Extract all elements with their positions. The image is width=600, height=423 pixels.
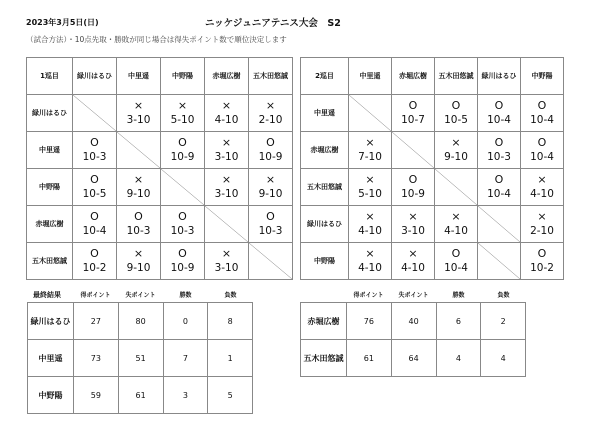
score: 4-10 <box>401 262 425 274</box>
match-cell <box>205 95 249 132</box>
score: 10-3 <box>258 225 283 237</box>
result-value: 6 <box>436 303 481 340</box>
row-player: 中里遥 <box>301 95 349 132</box>
match-cell <box>117 169 161 206</box>
round1-table <box>26 57 293 280</box>
match-cell <box>161 132 205 169</box>
match-cell <box>349 206 392 243</box>
results-column-header: 勝数 <box>179 292 192 299</box>
result-mark: × <box>133 247 144 260</box>
row-player: 緑川はるひ <box>27 95 73 132</box>
score: 10-3 <box>126 225 151 237</box>
column-player: 緑川はるひ <box>73 58 117 95</box>
result-value: 7 <box>163 340 208 377</box>
score: 4-10 <box>358 262 382 274</box>
match-cell <box>73 169 117 206</box>
match-cell <box>392 206 435 243</box>
match-cell <box>117 243 161 280</box>
match-cell <box>521 243 564 280</box>
match-cell <box>478 132 521 169</box>
match-cell <box>392 243 435 280</box>
result-mark: O <box>408 99 418 112</box>
result-mark: × <box>265 99 276 112</box>
table-row <box>27 132 293 169</box>
match-cell <box>117 206 161 243</box>
result-mark: O <box>494 99 504 112</box>
match-cell <box>478 95 521 132</box>
match-cell <box>117 95 161 132</box>
table-row <box>28 303 253 340</box>
match-cell <box>349 169 392 206</box>
result-mark: O <box>451 247 461 260</box>
result-mark: O <box>494 136 504 149</box>
result-value: 1 <box>208 340 253 377</box>
match-cell <box>249 95 293 132</box>
result-mark: × <box>451 210 461 223</box>
match-cell <box>521 132 564 169</box>
table-row <box>301 132 564 169</box>
diagonal-cell <box>478 206 521 243</box>
match-cell <box>521 206 564 243</box>
score: 9-10 <box>126 262 151 274</box>
result-value: 80 <box>118 303 163 340</box>
results-column-header: 負数 <box>224 292 237 299</box>
diagonal-cell <box>205 206 249 243</box>
row-player: 中野陽 <box>301 243 349 280</box>
results-label: 最終結果 <box>33 291 61 299</box>
score: 4-10 <box>214 114 239 126</box>
match-cell <box>349 132 392 169</box>
table-row <box>27 169 293 206</box>
column-player: 中里遥 <box>349 58 392 95</box>
table-row <box>28 340 253 377</box>
result-mark: O <box>90 247 99 260</box>
score: 10-4 <box>444 262 468 274</box>
result-value: 5 <box>208 377 253 414</box>
match-cell <box>249 169 293 206</box>
score: 4-10 <box>444 225 468 237</box>
result-value: 4 <box>481 340 526 377</box>
match-cell <box>205 243 249 280</box>
result-mark: × <box>221 99 232 112</box>
score: 10-3 <box>170 225 195 237</box>
result-mark: O <box>90 173 99 186</box>
column-player: 中野陽 <box>521 58 564 95</box>
column-player: 赤堀広樹 <box>392 58 435 95</box>
result-mark: × <box>451 136 461 149</box>
result-mark: × <box>365 136 375 149</box>
row-player: 赤堀広樹 <box>27 206 73 243</box>
result-mark: O <box>178 136 187 149</box>
result-mark: O <box>537 247 547 260</box>
column-player: 緑川はるひ <box>478 58 521 95</box>
match-cell <box>161 243 205 280</box>
result-mark: × <box>365 173 375 186</box>
score: 10-5 <box>444 114 468 126</box>
row-player: 五木田悠誠 <box>27 243 73 280</box>
diagonal-cell <box>161 169 205 206</box>
result-value: 51 <box>118 340 163 377</box>
round-label: 2巡目 <box>301 58 349 95</box>
result-value: 2 <box>481 303 526 340</box>
row-player: 五木田悠誠 <box>301 169 349 206</box>
row-player: 赤堀広樹 <box>301 132 349 169</box>
match-cell <box>435 243 478 280</box>
score: 2-10 <box>530 225 554 237</box>
column-player: 五木田悠誠 <box>435 58 478 95</box>
result-player: 中野陽 <box>28 377 74 414</box>
page-title: ニッケジュニアテニス大会 S2 <box>205 18 341 29</box>
score: 10-9 <box>170 151 195 163</box>
diagonal-cell <box>478 243 521 280</box>
score: 10-9 <box>170 262 195 274</box>
round2-table <box>300 57 564 280</box>
match-cell <box>392 169 435 206</box>
result-value: 76 <box>347 303 392 340</box>
score: 3-10 <box>214 151 239 163</box>
result-mark: × <box>265 173 276 186</box>
row-player: 中里遥 <box>27 132 73 169</box>
table-row <box>301 169 564 206</box>
column-player: 中野陽 <box>161 58 205 95</box>
result-value: 8 <box>208 303 253 340</box>
result-player: 五木田悠誠 <box>301 340 347 377</box>
result-mark: O <box>494 173 504 186</box>
result-mark: × <box>365 210 375 223</box>
result-mark: × <box>221 247 232 260</box>
score: 4-10 <box>530 188 554 200</box>
result-value: 3 <box>163 377 208 414</box>
column-player: 赤堀広樹 <box>205 58 249 95</box>
results-column-header: 得ポイント <box>80 292 111 299</box>
score: 10-7 <box>401 114 425 126</box>
score: 10-3 <box>82 151 107 163</box>
result-mark: O <box>178 247 187 260</box>
match-cell <box>435 95 478 132</box>
match-cell <box>249 132 293 169</box>
score: 10-5 <box>82 188 107 200</box>
result-value: 0 <box>163 303 208 340</box>
table-row <box>301 303 526 340</box>
round-label: 1巡目 <box>27 58 73 95</box>
diagonal-cell <box>392 132 435 169</box>
result-mark: O <box>178 210 187 223</box>
match-cell <box>73 206 117 243</box>
table-row <box>301 206 564 243</box>
match-cell <box>161 206 205 243</box>
score: 10-3 <box>487 151 511 163</box>
column-player: 五木田悠誠 <box>249 58 293 95</box>
result-mark: × <box>537 173 547 186</box>
result-value: 61 <box>118 377 163 414</box>
result-value: 61 <box>347 340 392 377</box>
match-cell <box>521 95 564 132</box>
row-player: 緑川はるひ <box>301 206 349 243</box>
table-row <box>301 243 564 280</box>
score: 10-4 <box>487 114 511 126</box>
table-row <box>27 206 293 243</box>
score: 3-10 <box>126 114 151 126</box>
result-mark: × <box>133 173 144 186</box>
score: 10-4 <box>530 114 554 126</box>
result-player: 赤堀広樹 <box>301 303 347 340</box>
score: 10-4 <box>530 151 554 163</box>
result-mark: O <box>408 173 418 186</box>
match-cell <box>349 243 392 280</box>
diagonal-cell <box>73 95 117 132</box>
score: 2-10 <box>258 114 283 126</box>
date: 2023年3月5日(日) <box>26 18 99 27</box>
score: 10-2 <box>530 262 554 274</box>
result-mark: × <box>408 247 418 260</box>
diagonal-cell <box>435 169 478 206</box>
table-row <box>301 95 564 132</box>
score: 3-10 <box>214 188 239 200</box>
score: 7-10 <box>358 151 382 163</box>
match-cell <box>161 95 205 132</box>
match-cell <box>435 132 478 169</box>
match-cell <box>392 95 435 132</box>
result-mark: O <box>537 136 547 149</box>
result-mark: O <box>451 99 461 112</box>
score: 10-4 <box>487 188 511 200</box>
result-mark: O <box>134 210 143 223</box>
result-mark: O <box>90 210 99 223</box>
result-value: 27 <box>74 303 119 340</box>
result-mark: × <box>365 247 375 260</box>
score: 9-10 <box>258 188 283 200</box>
match-cell <box>478 169 521 206</box>
score: 10-9 <box>401 188 425 200</box>
score: 10-9 <box>258 151 283 163</box>
match-method: （試合方法）・10点先取・勝敗が同じ場合は得失ポイント数で順位決定します <box>26 35 287 44</box>
match-cell <box>205 169 249 206</box>
column-player: 中里遥 <box>117 58 161 95</box>
table-row <box>27 95 293 132</box>
result-player: 緑川はるひ <box>28 303 74 340</box>
result-mark: × <box>408 210 418 223</box>
diagonal-cell <box>349 95 392 132</box>
result-mark: × <box>221 136 232 149</box>
results-column-header: 負数 <box>497 292 510 299</box>
score: 10-2 <box>82 262 107 274</box>
result-value: 73 <box>74 340 119 377</box>
result-value: 40 <box>391 303 436 340</box>
score: 9-10 <box>444 151 468 163</box>
results-column-header: 失ポイント <box>125 292 156 299</box>
result-mark: × <box>133 99 144 112</box>
result-mark: O <box>266 210 275 223</box>
result-mark: O <box>537 99 547 112</box>
match-cell <box>435 206 478 243</box>
result-mark: O <box>90 136 99 149</box>
result-player: 中里遥 <box>28 340 74 377</box>
score: 3-10 <box>401 225 425 237</box>
table-row <box>301 340 526 377</box>
diagonal-cell <box>117 132 161 169</box>
match-cell <box>73 132 117 169</box>
results-column-header: 得ポイント <box>353 292 384 299</box>
score: 5-10 <box>358 188 382 200</box>
table-row <box>27 243 293 280</box>
result-mark: × <box>221 173 232 186</box>
result-mark: × <box>177 99 188 112</box>
diagonal-cell <box>249 243 293 280</box>
result-value: 59 <box>74 377 119 414</box>
score: 10-4 <box>82 225 107 237</box>
score: 3-10 <box>214 262 239 274</box>
result-value: 4 <box>436 340 481 377</box>
results-column-header: 失ポイント <box>398 292 429 299</box>
score: 4-10 <box>358 225 382 237</box>
result-mark: × <box>537 210 547 223</box>
result-value: 64 <box>391 340 436 377</box>
score: 9-10 <box>126 188 151 200</box>
row-player: 中野陽 <box>27 169 73 206</box>
match-cell <box>73 243 117 280</box>
table-row <box>28 377 253 414</box>
match-cell <box>521 169 564 206</box>
results-column-header: 勝数 <box>452 292 465 299</box>
match-cell <box>249 206 293 243</box>
result-mark: O <box>266 136 275 149</box>
score: 5-10 <box>170 114 195 126</box>
match-cell <box>205 132 249 169</box>
